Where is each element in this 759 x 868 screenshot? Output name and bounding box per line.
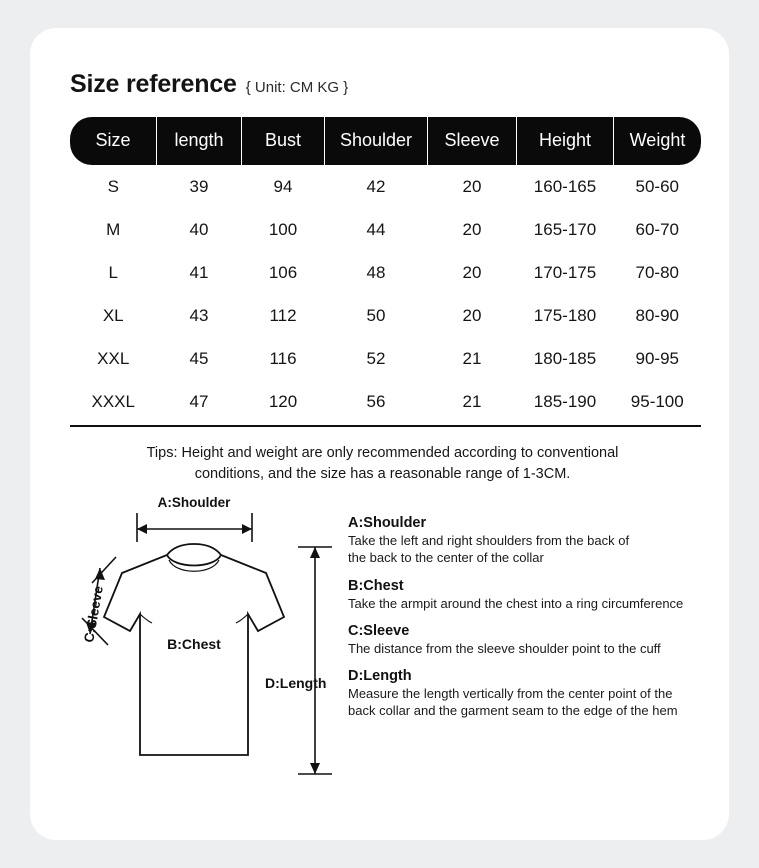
column-header-length: length [157,117,242,165]
cell-length: 43 [189,306,209,325]
cell-length: 45 [189,349,209,368]
page-title-text: Size reference [70,70,237,98]
table-row [70,208,701,251]
cell-sleeve: 21 [462,349,482,368]
page-title [70,70,695,99]
column-header-bust: Bust [242,117,325,165]
tshirt-diagram [70,497,338,787]
cell-shoulder: 52 [366,349,386,368]
cell-height: 165-170 [533,220,597,239]
table-header [70,117,701,165]
cell-size: XXXL [70,380,157,426]
table-row [70,165,701,208]
table-row [70,380,701,426]
cell-length: 39 [189,177,209,196]
definition-title: C:Sleeve [348,622,410,639]
definition-sleeve [348,623,696,657]
cell-size: XXL [97,349,130,368]
cell-weight: 70-80 [635,263,679,282]
cell-sleeve: 20 [462,263,482,282]
cell-sleeve: 21 [428,380,517,426]
shoulder-label: A:Shoulder [157,497,231,511]
table-header-row [70,117,701,165]
cell-weight: 80-90 [635,306,679,325]
cell-weight: 90-95 [635,349,679,368]
definition-shoulder [348,515,696,567]
table-row [70,294,701,337]
column-header-sleeve: Sleeve [428,117,517,165]
tips-line-1: Tips: Height and weight are only recommended according to conventional [146,445,619,461]
sleeve-label: C:Sleeve [81,584,106,644]
cell-height: 160-165 [533,177,597,196]
size-chart-card [30,28,729,840]
definition-line-1: Take the left and right shoulders from the back of [348,533,630,549]
definition-chest [348,578,696,612]
cell-weight: 95-100 [614,380,702,426]
measurement-diagram-area [70,497,695,797]
cell-length: 40 [189,220,209,239]
cell-sleeve: 20 [462,177,482,196]
cell-shoulder: 56 [325,380,428,426]
definition-title: A:Shoulder [348,515,427,532]
table-row [70,337,701,380]
column-header-weight: Weight [629,130,686,150]
definition-line-1: Take the armpit around the chest into a ring circumference [348,595,684,611]
tips-line-2: conditions, and the size has a reasonable range of 1-3CM. [194,466,571,483]
card-content [70,70,695,797]
definition-line-1: Measure the length vertically from the center point of the [348,686,673,702]
length-label: D:Length [265,675,327,692]
tips-note [70,443,695,485]
cell-length: 41 [189,263,209,282]
chest-label: B:Chest [167,636,221,653]
definition-line-2: back collar and the garment seam to the edge of the hem [348,703,678,719]
cell-bust: 106 [268,263,298,282]
cell-length: 47 [157,380,242,426]
cell-shoulder: 50 [366,306,386,325]
definition-length [348,668,696,720]
cell-bust: 116 [269,349,297,368]
cell-bust: 120 [242,380,325,426]
cell-weight: 50-60 [635,177,679,196]
cell-bust: 100 [268,220,298,239]
cell-sleeve: 20 [462,306,482,325]
definition-title: D:Length [348,668,412,685]
cell-sleeve: 20 [462,220,482,239]
column-header-size: Size [70,117,157,165]
size-reference-table [70,117,701,427]
cell-height: 175-180 [533,306,597,325]
cell-bust: 112 [269,306,297,325]
definition-title: B:Chest [348,577,404,594]
cell-height: 180-185 [533,349,597,368]
cell-shoulder: 48 [366,263,386,282]
table-row [70,251,701,294]
table-body [70,165,701,426]
cell-size: S [107,177,119,196]
cell-size: M [106,220,121,239]
definition-line-1: The distance from the sleeve shoulder point to the cuff [348,640,661,656]
definition-line-2: the back to the center of the collar [348,550,544,566]
cell-weight: 60-70 [635,220,679,239]
cell-size: L [108,263,118,282]
unit-note: { Unit: CM KG } [245,79,349,96]
cell-bust: 94 [273,177,293,196]
column-header-shoulder: Shoulder [325,117,428,165]
shoulder-measure-arrow [137,513,252,542]
cell-height: 170-175 [533,263,597,282]
cell-size: XL [102,306,124,325]
cell-height: 185-190 [517,380,614,426]
cell-shoulder: 42 [366,177,386,196]
column-header-height: Height [517,117,614,165]
measurement-definitions [348,515,696,731]
cell-shoulder: 44 [366,220,386,239]
length-measure-arrow [298,547,332,774]
